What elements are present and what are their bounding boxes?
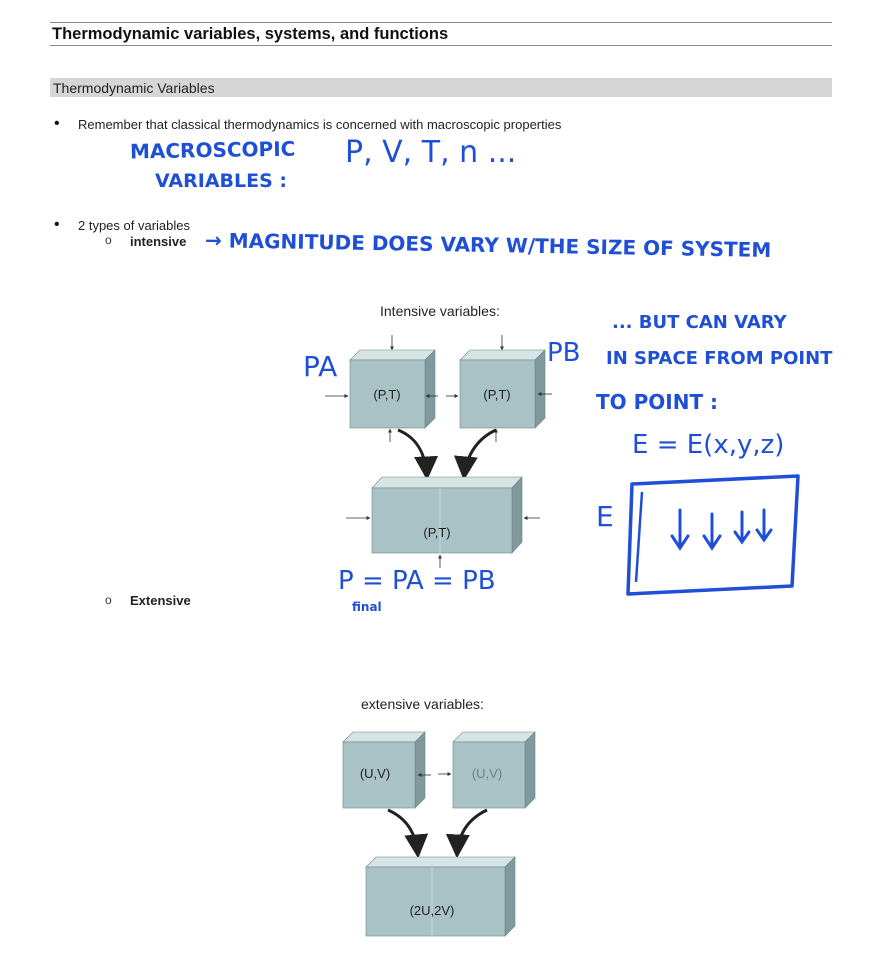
- extensive-box-a: [343, 732, 425, 808]
- handwriting-final-eq: P = PA = PB: [338, 566, 496, 596]
- extensive-box-a-label: (U,V): [359, 766, 391, 781]
- intensive-combined-label: (P,T): [423, 525, 451, 540]
- intensive-caption: Intensive variables:: [380, 303, 500, 319]
- handwriting-field-eq: E = E(x,y,z): [632, 430, 785, 460]
- extensive-caption: extensive variables:: [361, 696, 484, 712]
- handwriting-intensive-note: → MAGNITUDE DOES VARY W/THE SIZE OF SYSTEM: [204, 228, 772, 262]
- handwriting-space-note-3: TO POINT :: [596, 390, 719, 414]
- handwriting-pb: PB: [547, 338, 581, 368]
- handwriting-macro-line2: VARIABLES :: [155, 170, 287, 192]
- top-rule: [50, 22, 832, 23]
- sub-item-extensive: Extensive: [130, 593, 191, 608]
- handwriting-final-sub: final: [352, 600, 382, 614]
- handwriting-space-note-2: IN SPACE FROM POINT: [606, 348, 833, 369]
- intensive-box-b: [460, 350, 545, 428]
- intensive-figure: [300, 330, 560, 580]
- sub-bullet-glyph: o: [105, 593, 112, 607]
- title-underline: [50, 45, 832, 46]
- sub-item-intensive: intensive: [130, 234, 187, 249]
- handwriting-space-note-1: ... BUT CAN VARY: [612, 312, 787, 333]
- intensive-box-a: [350, 350, 435, 428]
- handwriting-pvtn: P, V, T, n ...: [345, 135, 517, 170]
- extensive-box-b-label: (U,V): [471, 766, 503, 781]
- bullet-text-macroscopic: Remember that classical thermodynamics is concerned with macroscopic properties: [78, 117, 562, 132]
- document-title: Thermodynamic variables, systems, and functions: [52, 25, 449, 43]
- intensive-box-b-label: (P,T): [483, 387, 511, 402]
- extensive-figure: [330, 720, 550, 945]
- handwriting-pa: PA: [303, 350, 338, 383]
- bullet-dot: •: [54, 216, 60, 233]
- handwriting-macro-line1: MACROSCOPIC: [129, 136, 296, 164]
- handwriting-field-label: E: [596, 500, 614, 533]
- field-sketch: [592, 470, 812, 610]
- section-title: Thermodynamic Variables: [53, 80, 215, 96]
- bullet-text-types: 2 types of variables: [78, 218, 191, 233]
- intensive-box-a-label: (P,T): [373, 387, 401, 402]
- extensive-combined-box: [366, 857, 515, 936]
- extensive-box-b: [453, 732, 535, 808]
- extensive-combined-label: (2U,2V): [409, 903, 455, 918]
- intensive-combined-box: [372, 477, 522, 553]
- bullet-dot: •: [54, 115, 60, 132]
- sub-bullet-glyph: o: [105, 233, 112, 247]
